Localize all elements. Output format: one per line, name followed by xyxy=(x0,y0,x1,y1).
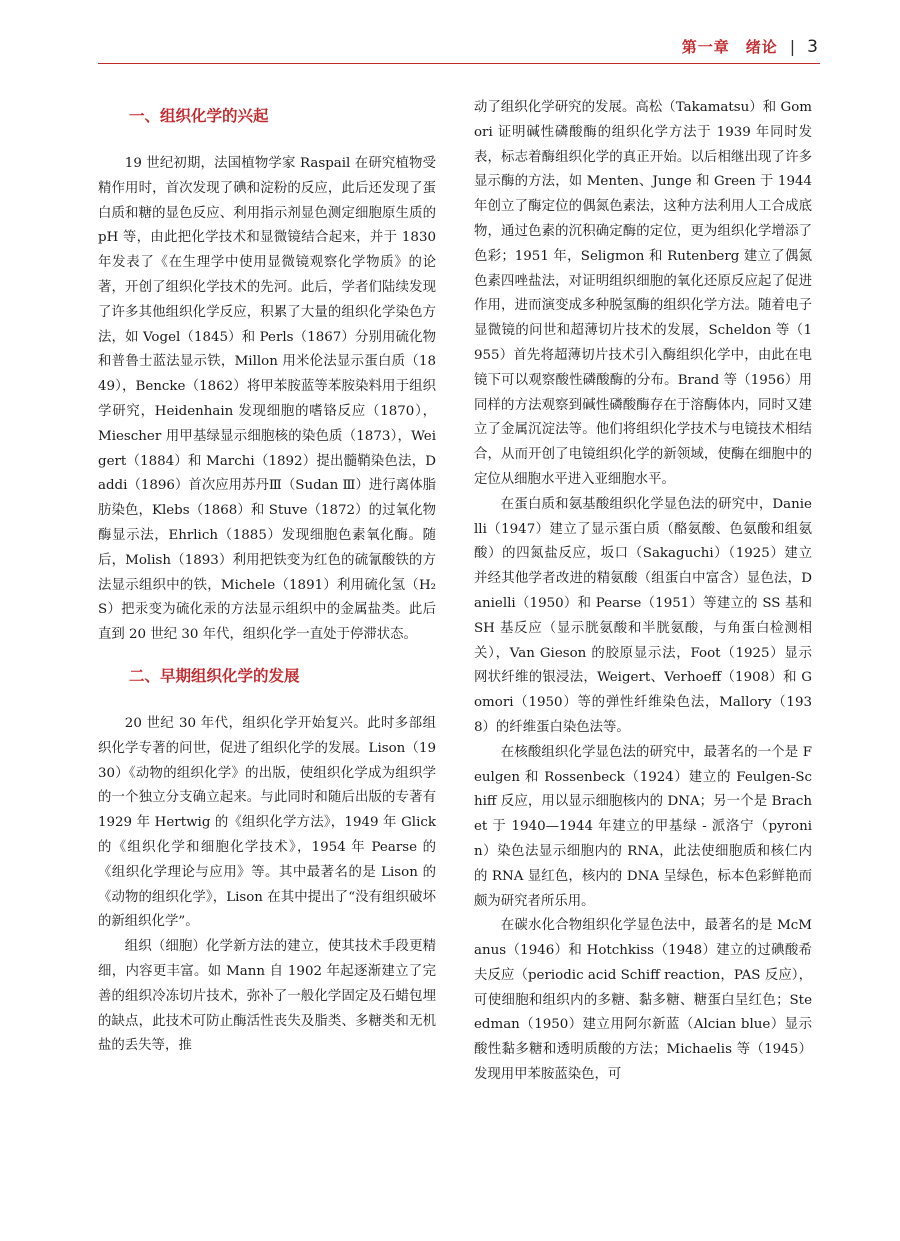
page-number: 3 xyxy=(807,36,818,57)
chapter-title: 第一章 绪论 xyxy=(681,38,778,56)
continued-paragraph: 动了组织化学研究的发展。高松（Takamatsu）和 Gomori 证明碱性磷酸酶的组织化学方法于 1939 年同时发表，标志着酶组织化学的真正开始。以后相继出现了许多显示酶的方法，如 Menten、Junge 和 Green 于 1944 年创立了酶定位的偶氮色素法，这种方法利用人工合成底物，通过色素的沉积确定酶的定位，更为组织化学增添了色彩；1951 年，Seligmon 和 Rutenberg 建立了偶氮色素四唑盐法，对证明组织细胞的氧化还原反应起了促进作用，进而演变成多种脱氢酶的组织化学方法。随着电子显微镜的问世和超薄切片技术的发展，Scheldon 等（1955）首先将超薄切片技术引入酶组织化学中，由此在电镜下可以观察酸性磷酸酶的分布。Brand 等（1956）用同样的方法观察到碱性磷酸酶存在于溶酶体内，同时又建立了金属沉淀法等。他们将组织化学技术与电镜技术相结合，从而开创了电镜组织化学的新领域，使酶在细胞中的定位从细胞水平进入亚细胞水平。 xyxy=(474,100,812,487)
body-paragraph: 19 世纪初期，法国植物学家 Raspail 在研究植物受精作用时，首次发现了碘和淀粉的反应，此后还发现了蛋白质和糖的显色反应、利用指示剂显色测定细胞原生质的 pH 等，由此把化学技术和显微镜结合起来，并于 1830 年发表了《在生理学中使用显微镜观察化学物质》的论著，开创了组织化学技术的先河。此后，学者们陆续发现了许多其他组织化学反应，积累了大量的组织化学染色方法，如 Vogel（1845）和 Perls（1867）分别用硫化物和普鲁士蓝法显示铁，Millon 用米伦法显示蛋白质（1849），Bencke（1862）将甲苯胺蓝等苯胺染料用于组织学研究，Heidenhain 发现细胞的嗜铬反应（1870），Miescher 用甲基绿显示细胞核的染色质（1873），Weigert（1884）和 Marchi（1892）提出髓鞘染色法，Daddi（1896）首次应用苏丹Ⅲ（Sudan Ⅲ）进行离体脂肪染色，Klebs（1868）和 Stuve（1872）的过氧化物酶显示法，Ehrlich（1885）发现细胞色素氧化酶。随后，Molish（1893）利用把铁变为红色的硫氰酸铁的方法显示组织中的铁，Michele（1891）利用硫化氢（H₂S）把汞变为硫化汞的方法显示组织中的金属盐类。此后直到 20 世纪 30 年代，组织化学一直处于停滞状态。 xyxy=(98,156,436,643)
body-paragraph: 在蛋白质和氨基酸组织化学显色法的研究中，Danielli（1947）建立了显示蛋白质（酪氨酸、色氨酸和组氨酸）的四氮盐反应，坂口（Sakaguchi）（1925）建立并经其他学者改进的精氨酸（组蛋白中富含）显色法，Danielli（1950）和 Pearse（1951）等建立的 SS 基和 SH 基反应（显示胱氨酸和半胱氨酸，与角蛋白检测相关），Van Gieson 的胶原显示法，Foot（1925）显示网状纤维的银浸法，Weigert、Verhoeff（1908）和 Gomori（1950）等的弹性纤维染色法，Mallory（1938）的纤维蛋白染色法等。 xyxy=(474,496,812,735)
right-column xyxy=(474,96,812,1088)
header-rule xyxy=(98,63,820,64)
section-heading-rise-of-histochemistry: 一、组织化学的兴起 xyxy=(129,107,269,125)
body-paragraph: 20 世纪 30 年代，组织化学开始复兴。此时多部组织化学专著的问世，促进了组织化学的发展。Lison（1930）《动物的组织化学》的出版，使组织化学成为组织学的一个独立分支确立起来。与此同时和随后出版的专著有 1929 年 Hertwig 的《组织化学方法》，1949 年 Glick 的《组织化学和细胞化学技术》，1954 年 Pearse 的《组织化学理论与应用》等。其中最著名的是 Lison 的《动物的组织化学》，Lison 在其中提出了“没有组织破坏的新组织化学”。 xyxy=(98,715,436,930)
running-header xyxy=(682,36,818,57)
header-separator: | xyxy=(789,37,796,56)
section-heading-early-development: 二、早期组织化学的发展 xyxy=(129,666,300,685)
body-paragraph: 在碳水化合物组织化学显色法中，最著名的是 McManus（1946）和 Hotchkiss（1948）建立的过碘酸希夫反应（periodic acid Schiff reaction，PAS 反应），可使细胞和组织内的多糖、黏多糖、糖蛋白呈红色；Steedman（1950）建立用阿尔新蓝（Alcian blue）显示酸性黏多糖和透明质酸的方法；Michaelis 等（1945）发现用甲苯胺蓝染色，可 xyxy=(474,918,812,1083)
body-paragraph: 组织（细胞）化学新方法的建立，使其技术手段更精细，内容更丰富。如 Mann 自 1902 年起逐渐建立了完善的组织冷冻切片技术，弥补了一般化学固定及石蜡包埋的缺点，此技术可防止酶活性丧失及脂类、多糖类和无机盐的丢失等，推 xyxy=(98,939,436,1054)
body-paragraph: 在核酸组织化学显色法的研究中，最著名的一个是 Feulgen 和 Rossenbeck（1924）建立的 Feulgen-Schiff 反应，用以显示细胞核内的 DNA；另一个是 Brachet 于 1940—1944 年建立的甲基绿 - 派洛宁（pyronin）染色法显示细胞内的 RNA，此法使细胞质和核仁内的 RNA 显红色，核内的 DNA 呈绿色，标本色彩鲜艳而颇为研究者所乐用。 xyxy=(474,744,812,909)
left-column xyxy=(98,96,436,1059)
